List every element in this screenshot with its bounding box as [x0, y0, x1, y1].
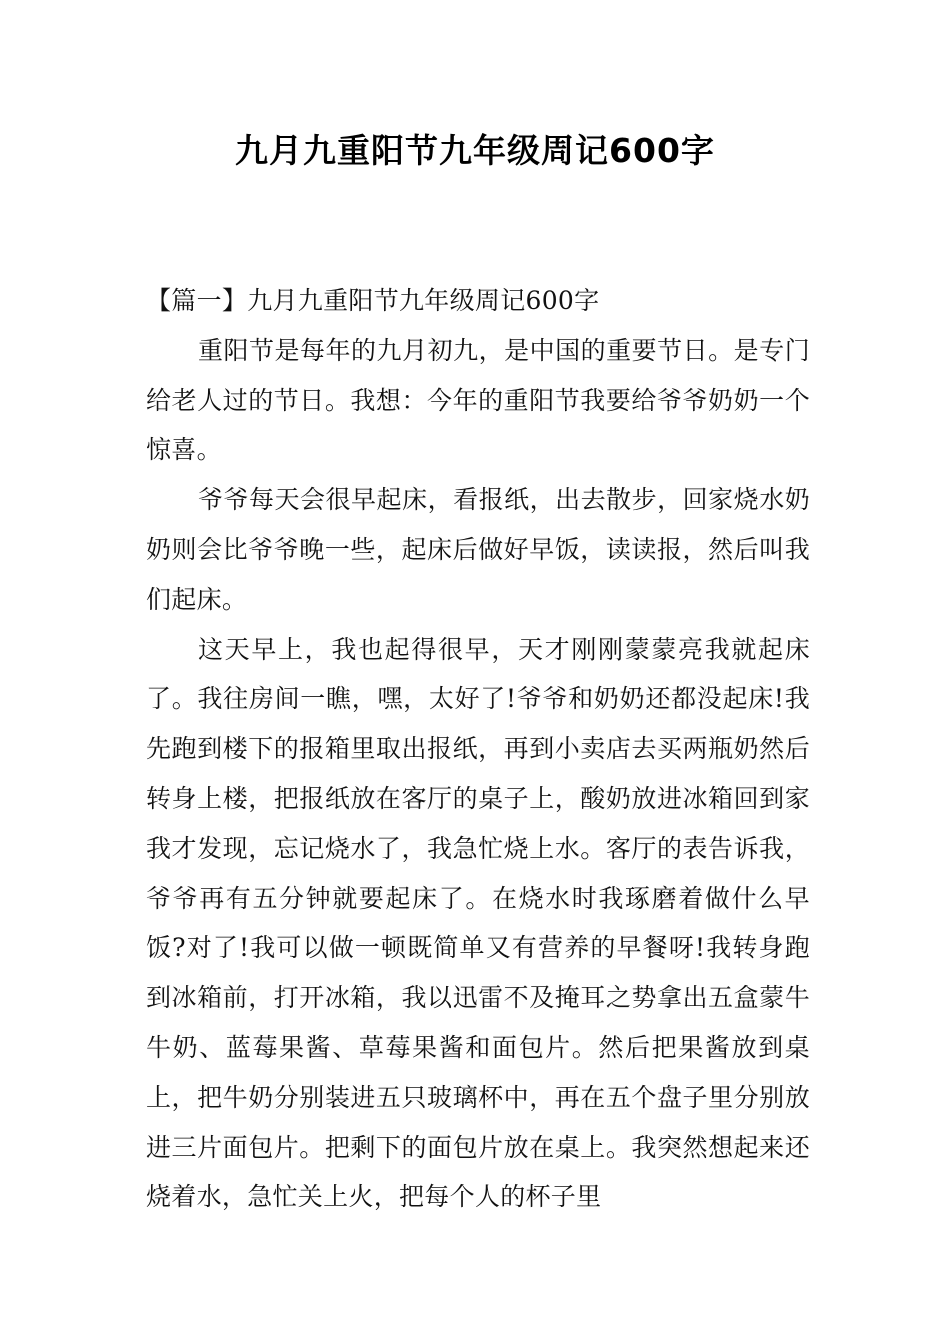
paragraph-1: 重阳节是每年的九月初九，是中国的重要节日。是专门给老人过的节日。我想：今年的重阳节我要给爷爷奶奶一个惊喜。 [146, 335, 810, 465]
document-body [146, 276, 810, 1222]
paragraph-2: 爷爷每天会很早起床，看报纸，出去散步，回家烧水奶奶则会比爷爷晚一些，起床后做好早饭，读读报，然后叫我们起床。 [146, 485, 810, 614]
paragraph-3: 这天早上，我也起得很早，天才刚刚蒙蒙亮我就起床了。我往房间一瞧，嘿，太好了!爷爷和奶奶还都没起床!我先跑到楼下的报箱里取出报纸，再到小卖店去买两瓶奶然后转身上楼，把报纸放在客厅的桌子上，酸奶放进冰箱回到家我才发现，忘记烧水了，我急忙烧上水。客厅的表告诉我，爷爷再有五分钟就要起床了。在烧水时我琢磨着做什么早饭?对了!我可以做一顿既简单又有营养的早餐呀!我转身跑到冰箱前，打开冰箱，我以迅雷不及掩耳之势拿出五盒蒙牛牛奶、蓝莓果酱、草莓果酱和面包片。然后把果酱放到桌上，把牛奶分别装进五只玻璃杯中，再在五个盘子里分别放进三片面包片。把剩下的面包片放在桌上。我突然想起来还烧着水，急忙关上火，把每个人的杯子里 [146, 634, 810, 1212]
document-title: 九月九重阳节九年级周记600字 [235, 131, 715, 170]
section-heading: 【篇一】九月九重阳节九年级周记600字 [146, 286, 600, 315]
